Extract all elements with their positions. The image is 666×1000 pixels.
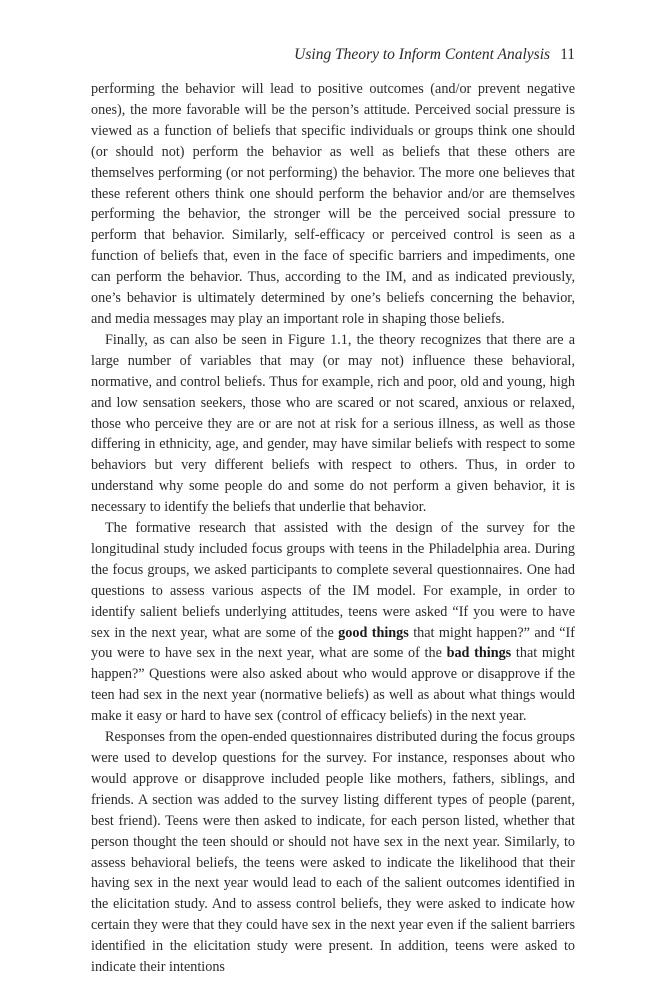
bold-term-good-things: good things — [338, 624, 409, 641]
paragraph-finally: Finally, as can also be seen in Figure 1.1, the theory recognizes that there are a large number of variables that may (or may not) influence these behavioral, normative, and control beliefs. Thus for example, rich and poor, old and young, high and low sensation seekers, those who are scared or not scared, anxious or relaxed, those who perceive they are or are not at risk for a serious illness, as well as those differing in ethnicity, age, and gender, may have similar beliefs with respect to some behaviors but very different beliefs with respect to others. Thus, in order to understand why some people do and some do not perform a given behavior, it is necessary to identify the beliefs that underlie that behavior. — [91, 331, 575, 516]
paragraph-text: The formative research that assisted with the design of the survey for the longitudinal study included focus groups with teens in the Philadelphia area. During the focus groups, we asked participants to complete several questionnaires. One had questions to assess various aspects of the IM model. For example, in order to identify salient beliefs underlying attitudes, teens were asked “If you were to have sex in the next year, what are some of the — [91, 520, 575, 641]
page-number: 11 — [560, 46, 575, 63]
paragraph-responses: Responses from the open-ended questionnaires distributed during the focus groups were used to develop questions for the survey. For instance, responses about who would approve or disapprove included people like mothers, fathers, siblings, and friends. A section was added to the survey listing different types of people (parent, best friend). Teens were then asked to indicate, for each person listed, whether that person thought the teen should or should not have sex in the next year. Similarly, to assess behavioral beliefs, the teens were asked to indicate the likelihood that their having sex in the next year would lead to each of the salient outcomes identified in the elicitation study. And to assess control beliefs, they were asked to indicate how certain they were that they could have sex in the next year even if the salient barriers identified in the elicitation study were present. In addition, teens were asked to indicate their intentions — [91, 729, 575, 976]
running-head — [294, 46, 575, 64]
paragraph-text: that might happen?” and “If you were to have sex in the next year, what are some of the — [91, 624, 575, 662]
body-text — [91, 79, 575, 978]
paragraph-formative-research — [91, 518, 575, 727]
paragraph-text: that might happen?” Questions were also asked about who would approve or disapprove if the teen had sex in the next year (normative beliefs) as well as about what things would make it easy or hard to have sex (control of efficacy beliefs) in the next year. — [91, 645, 575, 725]
running-head-title: Using Theory to Inform Content Analysis — [294, 46, 551, 63]
paragraph-continued: performing the behavior will lead to positive outcomes (and/or prevent negative ones), the more favorable will be the person’s attitude. Perceived social pressure is viewed as a function of beliefs that specific individuals or groups think one should (or should not) perform the behavior as well as beliefs that these others are themselves performing (or not performing) the behavior. The more one believes that these referent others think one should perform the behavior and/or are themselves performing the behavior, the stronger will be the perceived social pressure to perform that behavior. Similarly, self-efficacy or perceived control is seen as a function of beliefs that, even in the face of specific barriers and impediments, one can perform the behavior. Thus, according to the IM, and as indicated previously, one’s behavior is ultimately determined by one’s beliefs concerning the behavior, and media messages may play an important role in shaping those beliefs. — [91, 81, 575, 327]
bold-term-bad-things: bad things — [446, 645, 512, 662]
